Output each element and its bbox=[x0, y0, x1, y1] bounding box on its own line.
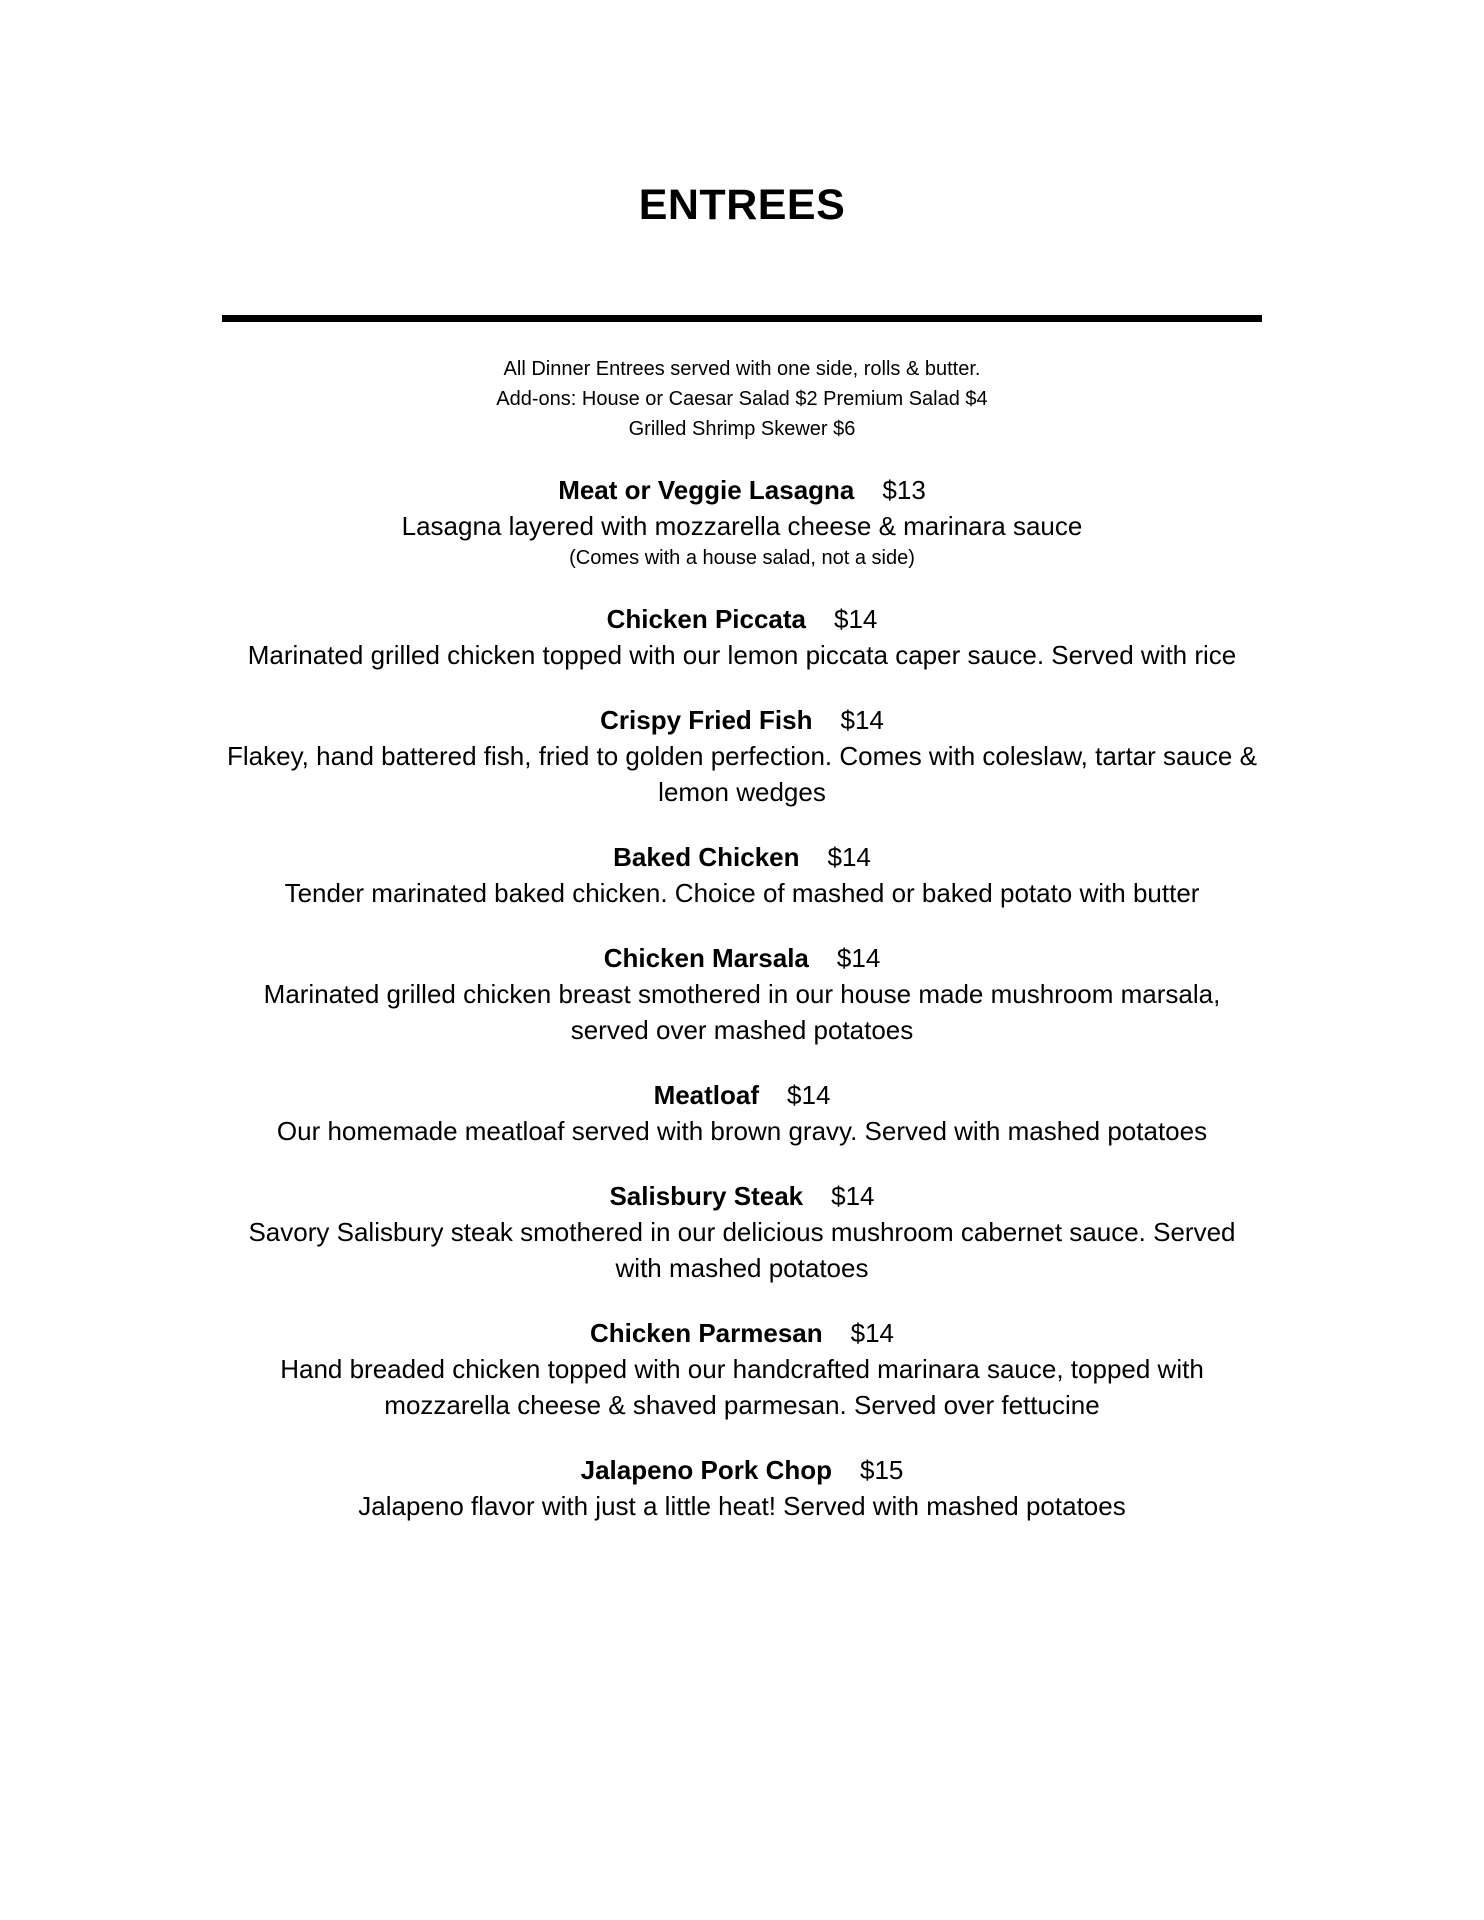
item-description: Tender marinated baked chicken. Choice of mashed or baked potato with butter bbox=[284, 878, 1200, 908]
item-price: $14 bbox=[836, 943, 881, 973]
item-price: $14 bbox=[840, 705, 884, 735]
item-description: Marinated grilled chicken breast smothered in our house made mushroom marsala, served over mashed potatoes bbox=[263, 979, 1221, 1045]
item-name: Chicken Marsala bbox=[603, 943, 809, 973]
item-note: (Comes with a house salad, not a side) bbox=[569, 547, 915, 569]
menu-item-header bbox=[0, 702, 1484, 738]
item-price: $14 bbox=[850, 1318, 895, 1348]
menu-item-header bbox=[0, 1452, 1484, 1488]
item-name: Crispy Fried Fish bbox=[600, 705, 813, 735]
menu-notes bbox=[0, 354, 1484, 444]
item-price: $14 bbox=[834, 604, 878, 634]
menu-item bbox=[0, 940, 1484, 1048]
item-name: Meatloaf bbox=[653, 1080, 760, 1110]
menu-item bbox=[0, 1452, 1484, 1524]
item-description: Jalapeno flavor with just a little heat! Served with mashed potatoes bbox=[358, 1491, 1126, 1521]
menu-item-header bbox=[0, 1178, 1484, 1214]
item-price: $15 bbox=[860, 1455, 904, 1485]
note-line: All Dinner Entrees served with one side, rolls & butter. bbox=[503, 358, 981, 380]
menu-item bbox=[0, 601, 1484, 673]
menu-item-header bbox=[0, 601, 1484, 637]
item-description: Savory Salisbury steak smothered in our delicious mushroom cabernet sauce. Served with mashed potatoes bbox=[248, 1217, 1236, 1283]
menu-item bbox=[0, 1315, 1484, 1423]
menu-item bbox=[0, 1178, 1484, 1286]
menu-item-header bbox=[0, 1077, 1484, 1113]
item-name: Jalapeno Pork Chop bbox=[580, 1455, 832, 1485]
menu-item bbox=[0, 472, 1484, 572]
note-line: Grilled Shrimp Skewer $6 bbox=[628, 418, 856, 440]
menu-item bbox=[0, 702, 1484, 810]
menu-item-header bbox=[0, 472, 1484, 508]
note-line: Add-ons: House or Caesar Salad $2 Premium Salad $4 bbox=[496, 388, 988, 410]
item-name: Salisbury Steak bbox=[609, 1181, 804, 1211]
item-price: $14 bbox=[827, 842, 871, 872]
menu-item-header bbox=[0, 1315, 1484, 1351]
item-name: Baked Chicken bbox=[613, 842, 800, 872]
item-name: Chicken Parmesan bbox=[589, 1318, 823, 1348]
item-name: Meat or Veggie Lasagna bbox=[558, 475, 855, 505]
menu-item-header bbox=[0, 839, 1484, 875]
menu-item bbox=[0, 839, 1484, 911]
item-price: $13 bbox=[882, 475, 926, 505]
menu-items bbox=[0, 472, 1484, 1524]
item-price: $14 bbox=[787, 1080, 831, 1110]
item-price: $14 bbox=[831, 1181, 875, 1211]
item-description: Our homemade meatloaf served with brown gravy. Served with mashed potatoes bbox=[276, 1116, 1208, 1146]
menu-item-header bbox=[0, 940, 1484, 976]
item-description: Hand breaded chicken topped with our handcrafted marinara sauce, topped with mozzarella cheese & shaved parmesan. Served over fettucine bbox=[280, 1354, 1204, 1420]
page-title: ENTREES bbox=[638, 181, 846, 229]
title-divider bbox=[222, 315, 1262, 322]
item-name: Chicken Piccata bbox=[606, 604, 807, 634]
item-description: Flakey, hand battered fish, fried to golden perfection. Comes with coleslaw, tartar sauce & lemon wedges bbox=[227, 741, 1257, 807]
item-description: Marinated grilled chicken topped with our lemon piccata caper sauce. Served with rice bbox=[247, 640, 1237, 670]
menu-item bbox=[0, 1077, 1484, 1149]
item-description: Lasagna layered with mozzarella cheese & marinara sauce bbox=[401, 511, 1083, 541]
